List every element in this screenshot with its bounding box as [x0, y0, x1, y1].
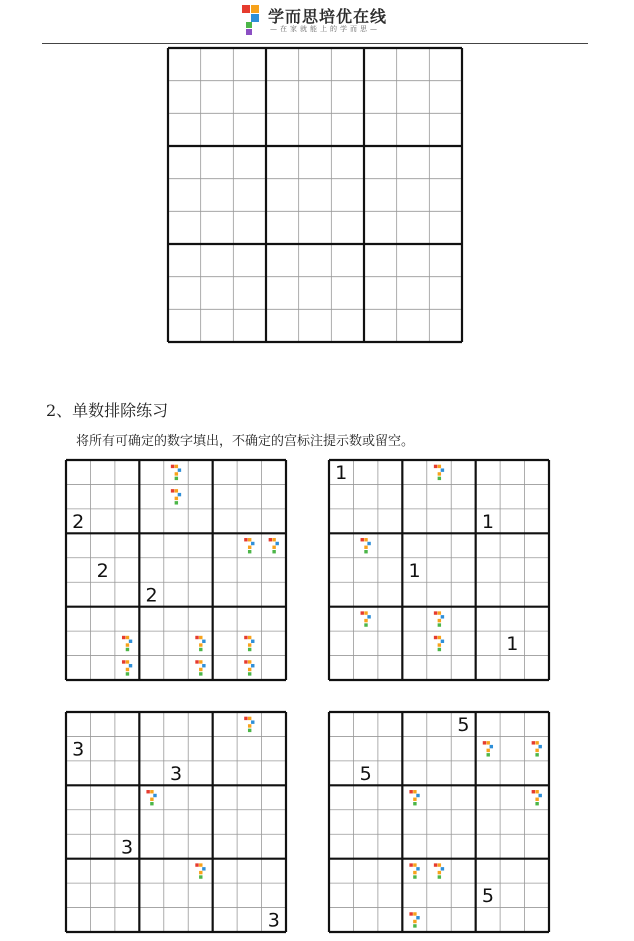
given-digit: 3 [121, 836, 134, 859]
logo-icon [240, 3, 264, 35]
question-mark-icon [361, 611, 371, 626]
given-digit: 5 [359, 762, 372, 785]
question-mark-icon [409, 790, 419, 805]
sudoku-grid-exercise-3 [66, 712, 286, 932]
given-digit: 2 [72, 510, 85, 533]
grid-canvas [66, 712, 286, 932]
question-mark-icon [122, 660, 132, 675]
given-digit: 2 [145, 584, 158, 607]
question-mark-icon [195, 636, 205, 651]
question-mark-icon [244, 538, 254, 553]
question-mark-icon [171, 489, 181, 504]
question-mark-icon [146, 790, 156, 805]
question-mark-icon [361, 538, 371, 553]
question-mark-icon [409, 912, 419, 927]
sudoku-grid-blank [168, 48, 462, 342]
section-title: 2、单数排除练习 [46, 401, 169, 420]
brand-slogan: —在家就能上的学而思— [270, 25, 380, 33]
question-mark-icon [434, 863, 444, 878]
question-mark-icon [244, 636, 254, 651]
question-mark-icon [434, 465, 444, 480]
question-mark-icon [532, 741, 542, 756]
question-mark-icon [434, 636, 444, 651]
given-digit: 3 [267, 909, 280, 932]
question-mark-icon [483, 741, 493, 756]
question-mark-icon [171, 465, 181, 480]
given-digit: 1 [506, 633, 519, 656]
sudoku-grid-exercise-4 [329, 712, 549, 932]
question-mark-icon [195, 660, 205, 675]
grid-canvas [168, 48, 462, 342]
section-instruction: 将所有可确定的数字填出，不确定的宫标注提示数或留空。 [76, 434, 415, 449]
given-digit: 2 [96, 559, 109, 582]
given-digit: 1 [481, 510, 494, 533]
given-digit: 5 [481, 885, 494, 908]
question-mark-icon [434, 611, 444, 626]
question-mark-icon [409, 863, 419, 878]
brand-name: 学而思培优在线 [268, 7, 388, 26]
question-mark-icon [122, 636, 132, 651]
header-divider [42, 43, 588, 44]
grid-canvas [66, 460, 286, 680]
question-mark-icon [269, 538, 279, 553]
page-header [0, 0, 634, 44]
given-digit: 5 [457, 714, 470, 737]
given-digit: 1 [408, 559, 421, 582]
question-mark-icon [532, 790, 542, 805]
grid-canvas [329, 712, 549, 932]
given-digit: 1 [335, 462, 348, 485]
sudoku-grid-exercise-1 [66, 460, 286, 680]
grid-canvas [329, 460, 549, 680]
question-mark-icon [244, 717, 254, 732]
given-digit: 3 [72, 738, 85, 761]
given-digit: 3 [169, 762, 183, 785]
question-mark-icon [195, 863, 205, 878]
sudoku-grid-exercise-2 [329, 460, 549, 680]
question-mark-icon [244, 660, 254, 675]
